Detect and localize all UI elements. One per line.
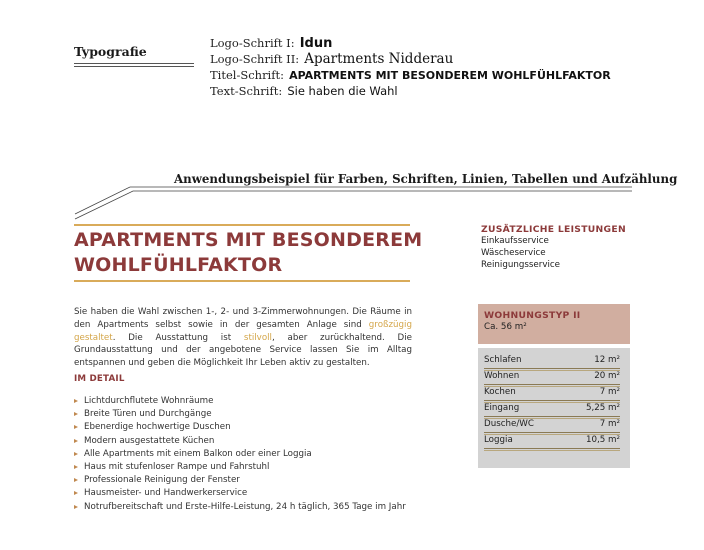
example-heading: Anwendungsbeispiel für Farben, Schriften, Linien, Tabellen und Aufzählung xyxy=(174,172,678,186)
apartment-type-size: Ca. 56 m² xyxy=(484,322,527,332)
list-item xyxy=(74,501,406,514)
table-row xyxy=(484,401,620,417)
bullet-icon xyxy=(74,452,78,456)
font-sample-text: Sie haben die Wahl xyxy=(287,84,398,98)
detail-heading: IM DETAIL xyxy=(74,374,125,384)
room-name: Eingang xyxy=(484,403,520,414)
bullet-icon xyxy=(74,425,78,429)
apartment-type-box xyxy=(478,304,630,344)
list-item-text: Breite Türen und Durchgänge xyxy=(84,409,212,420)
article-title-line2: WOHLFÜHLFAKTOR xyxy=(74,254,283,276)
list-item xyxy=(74,474,406,487)
room-name: Kochen xyxy=(484,387,516,398)
bullet-icon xyxy=(74,478,78,482)
bullet-icon xyxy=(74,505,78,509)
extras-item: Reinigungsservice xyxy=(481,259,561,270)
extras-list xyxy=(481,236,560,271)
list-item-text: Hausmeister- und Handwerkerservice xyxy=(84,488,248,499)
bullet-icon xyxy=(74,399,78,403)
room-name: Wohnen xyxy=(484,371,520,382)
font-sample-logo2: Apartments Nidderau xyxy=(304,51,454,67)
rooms-table xyxy=(478,348,630,468)
extras-heading: ZUSÄTZLICHE LEISTUNGEN xyxy=(481,224,626,235)
room-area: 7 m² xyxy=(599,387,620,398)
list-item-text: Modern ausgestattete Küchen xyxy=(84,435,215,446)
list-item xyxy=(74,448,406,461)
room-name: Loggia xyxy=(484,435,513,446)
room-area: 12 m² xyxy=(594,355,620,366)
list-item-text: Alle Apartments mit einem Balkon oder einer Loggia xyxy=(84,448,312,459)
font-label: Logo-Schrift I: xyxy=(210,36,295,50)
list-item xyxy=(74,408,406,421)
bullet-icon xyxy=(74,412,78,416)
room-area: 7 m² xyxy=(599,419,620,430)
typografie-heading: Typografie xyxy=(74,44,147,59)
font-label: Titel-Schrift: xyxy=(210,68,284,82)
article-title-line1: APARTMENTS MIT BESONDEREM xyxy=(74,229,423,251)
list-item-text: Notrufbereitschaft und Erste-Hilfe-Leistung, 24 h täglich, 365 Tage im Jahr xyxy=(84,501,406,512)
table-row xyxy=(484,353,620,369)
intro-text: , aber zurückhaltend. Die Grundausstattung und der angebotene Service lassen Sie im Alltag entspannen und geben die Möglichkeit Ihr Leben aktiv zu gestalten. xyxy=(74,332,412,369)
bullet-icon xyxy=(74,491,78,495)
room-area: 20 m² xyxy=(594,371,620,382)
apartment-type-title: WOHNUNGSTYP II xyxy=(484,310,581,321)
table-row xyxy=(484,369,620,385)
room-name: Dusche/WC xyxy=(484,419,534,430)
list-item xyxy=(74,487,406,500)
room-area: 5,25 m² xyxy=(585,403,620,414)
intro-highlight: stilvoll xyxy=(243,332,272,343)
list-item xyxy=(74,461,406,474)
list-item-text: Haus mit stufenloser Rampe und Fahrstuhl xyxy=(84,461,270,472)
extras-item: Wäscheservice xyxy=(481,247,546,258)
list-item xyxy=(74,395,406,408)
extras-item: Einkaufsservice xyxy=(481,236,549,246)
article-title xyxy=(74,228,423,278)
font-label: Text-Schrift: xyxy=(210,84,283,98)
table-row xyxy=(484,433,620,449)
intro-text: . Die Ausstattung ist xyxy=(112,332,244,343)
list-item-text: Lichtdurchflutete Wohnräume xyxy=(84,396,214,406)
title-rule-bottom xyxy=(74,280,410,282)
list-item xyxy=(74,435,406,448)
room-name: Schlafen xyxy=(484,355,522,366)
title-rule-top xyxy=(74,224,410,226)
table-row xyxy=(484,417,620,433)
font-sample-logo1: Idun xyxy=(299,36,333,51)
bullet-icon xyxy=(74,465,78,469)
list-item-text: Professionale Reinigung der Fenster xyxy=(84,475,240,486)
intro-highlight: großzügig gestaltet xyxy=(74,319,412,343)
detail-list xyxy=(74,395,406,514)
table-row xyxy=(484,385,620,401)
intro-paragraph xyxy=(74,306,412,370)
intro-text: Sie haben die Wahl zwischen 1-, 2- und 3-Zimmerwohnungen. Die Räume in den Apartments selbst sowie in der gesamten Anlage sind xyxy=(74,307,412,330)
font-sample-title: APARTMENTS MIT BESONDEREM WOHLFÜHLFAKTOR xyxy=(289,69,611,82)
list-item xyxy=(74,421,406,434)
room-area: 10,5 m² xyxy=(585,435,620,446)
bullet-icon xyxy=(74,439,78,443)
list-item-text: Ebenerdige hochwertige Duschen xyxy=(84,422,231,433)
font-label: Logo-Schrift II: xyxy=(210,52,300,66)
